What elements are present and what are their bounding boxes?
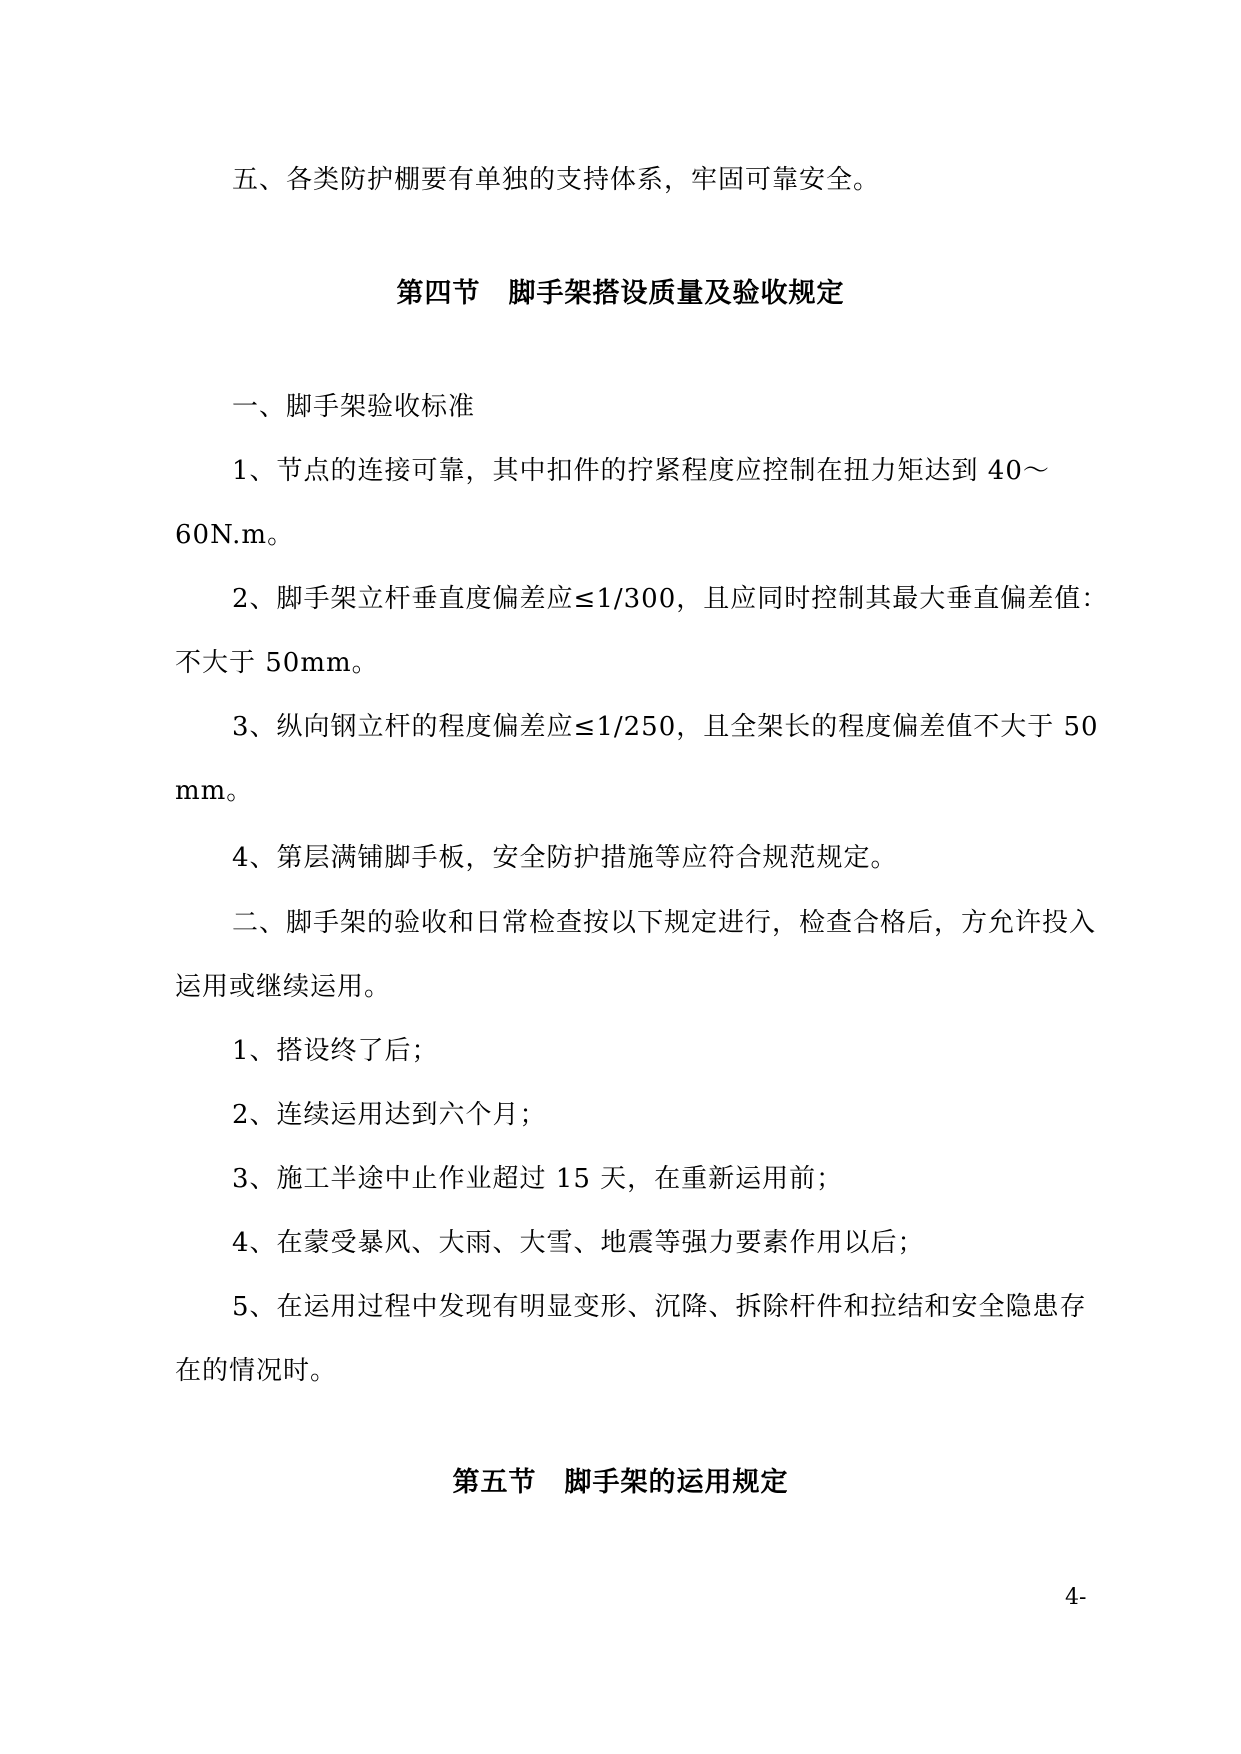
section-heading-4: 第四节 脚手架搭设质量及验收规定 — [396, 278, 845, 309]
subsection-title-2-line-2: 运用或继续运用。 — [175, 972, 392, 1002]
check-item-5-line-2: 在的情况时。 — [175, 1356, 338, 1386]
check-item-5-line-1: 5、在运用过程中发现有明显变形、沉降、拆除杆件和拉结和安全隐患存 — [232, 1292, 1087, 1322]
paragraph-intro: 五、各类防护棚要有单独的支持体系，牢固可靠安全。 — [232, 165, 881, 195]
subsection-title-1: 一、脚手架验收标准 — [232, 392, 476, 422]
list-item-1-line-2: 60N.m。 — [175, 520, 295, 550]
list-item-3-line-1: 3、纵向钢立杆的程度偏差应≤1/250，且全架长的程度偏差值不大于 50 — [232, 712, 1099, 742]
check-item-2: 2、连续运用达到六个月； — [232, 1100, 547, 1130]
check-item-4: 4、在蒙受暴风、大雨、大雪、地震等强力要素作用以后； — [232, 1228, 925, 1258]
list-item-1-line-1: 1、节点的连接可靠，其中扣件的拧紧程度应控制在扭力矩达到 40～ — [232, 456, 1050, 486]
list-item-4: 4、第层满铺脚手板，安全防护措施等应符合规范规定。 — [232, 843, 898, 873]
list-item-3-line-2: mm。 — [175, 776, 254, 806]
list-item-2-line-2: 不大于 50mm。 — [175, 648, 379, 678]
subsection-title-2-line-1: 二、脚手架的验收和日常检查按以下规定进行，检查合格后，方允许投入 — [232, 908, 1097, 938]
section-heading-5: 第五节 脚手架的运用规定 — [452, 1467, 789, 1498]
check-item-1: 1、搭设终了后； — [232, 1036, 439, 1066]
check-item-3: 3、施工半途中止作业超过 15 天，在重新运用前； — [232, 1164, 844, 1194]
list-item-2-line-1: 2、脚手架立杆垂直度偏差应≤1/300，且应同时控制其最大垂直偏差值： — [232, 584, 1109, 614]
page-number: 4- — [1065, 1585, 1087, 1610]
